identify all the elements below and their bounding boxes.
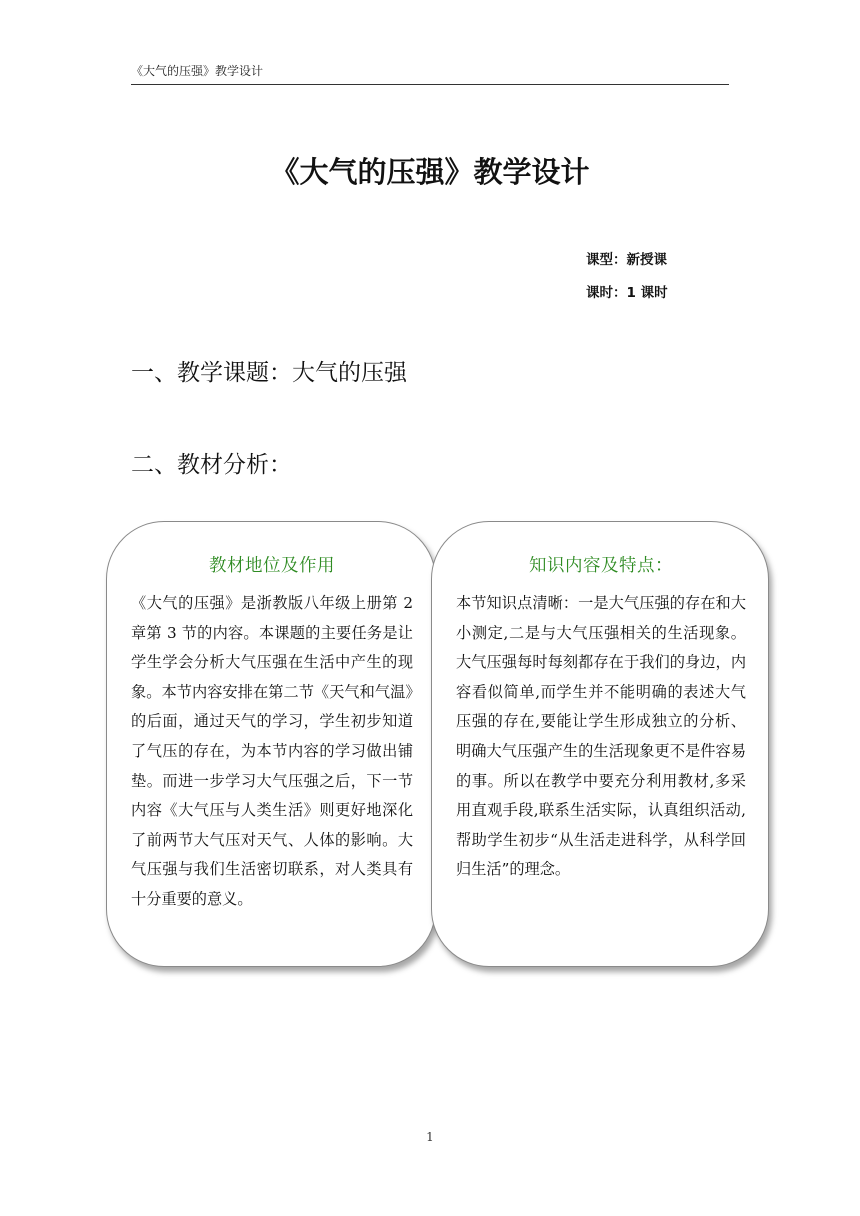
- page-number: 1: [426, 1130, 434, 1144]
- section-heading-topic: 一、教学课题：大气的压强: [131, 360, 407, 386]
- section-heading-analysis: 二、教材分析：: [131, 452, 292, 478]
- card-body: 本节知识点清晰：一是大气压强的存在和大小测定,二是与大气压强相关的生活现象。大气压强每时每刻都存在于我们的身边，内容看似简单,而学生并不能明确的表述大气压强的存在,要能让学生形成独立的分析、明确大气压强产生的生活现象更不是件容易的事。所以在教学中要充分利用教材,多采用直观手段,联系生活实际，认真组织活动,帮助学生初步“从生活走进科学，从科学回归生活”的理念。: [456, 594, 746, 879]
- lesson-time: 课时：1 课时: [586, 285, 668, 301]
- document-title: 《大气的压强》教学设计: [270, 155, 590, 189]
- card-title: 知识内容及特点：: [529, 556, 673, 576]
- card-body: 《大气的压强》是浙教版八年级上册第 2 章第 3 节的内容。本课题的主要任务是让学生学会分析大气压强在生活中产生的现象。本节内容安排在第二节《天气和气温》的后面，通过天气的学习，学生初步知道了气压的存在，为本节内容的学习做出铺垫。而进一步学习大气压强之后，下一节内容《大气压与人类生活》则更好地深化了前两节大气压对天气、人体的影响。大气压强与我们生活密切联系，对人类具有十分重要的意义。: [131, 594, 413, 908]
- textbook-role-card: [106, 521, 436, 967]
- running-header: 《大气的压强》教学设计: [131, 62, 729, 85]
- knowledge-content-card: [431, 521, 769, 967]
- card-title: 教材地位及作用: [209, 556, 335, 576]
- lesson-type: 课型：新授课: [586, 252, 667, 268]
